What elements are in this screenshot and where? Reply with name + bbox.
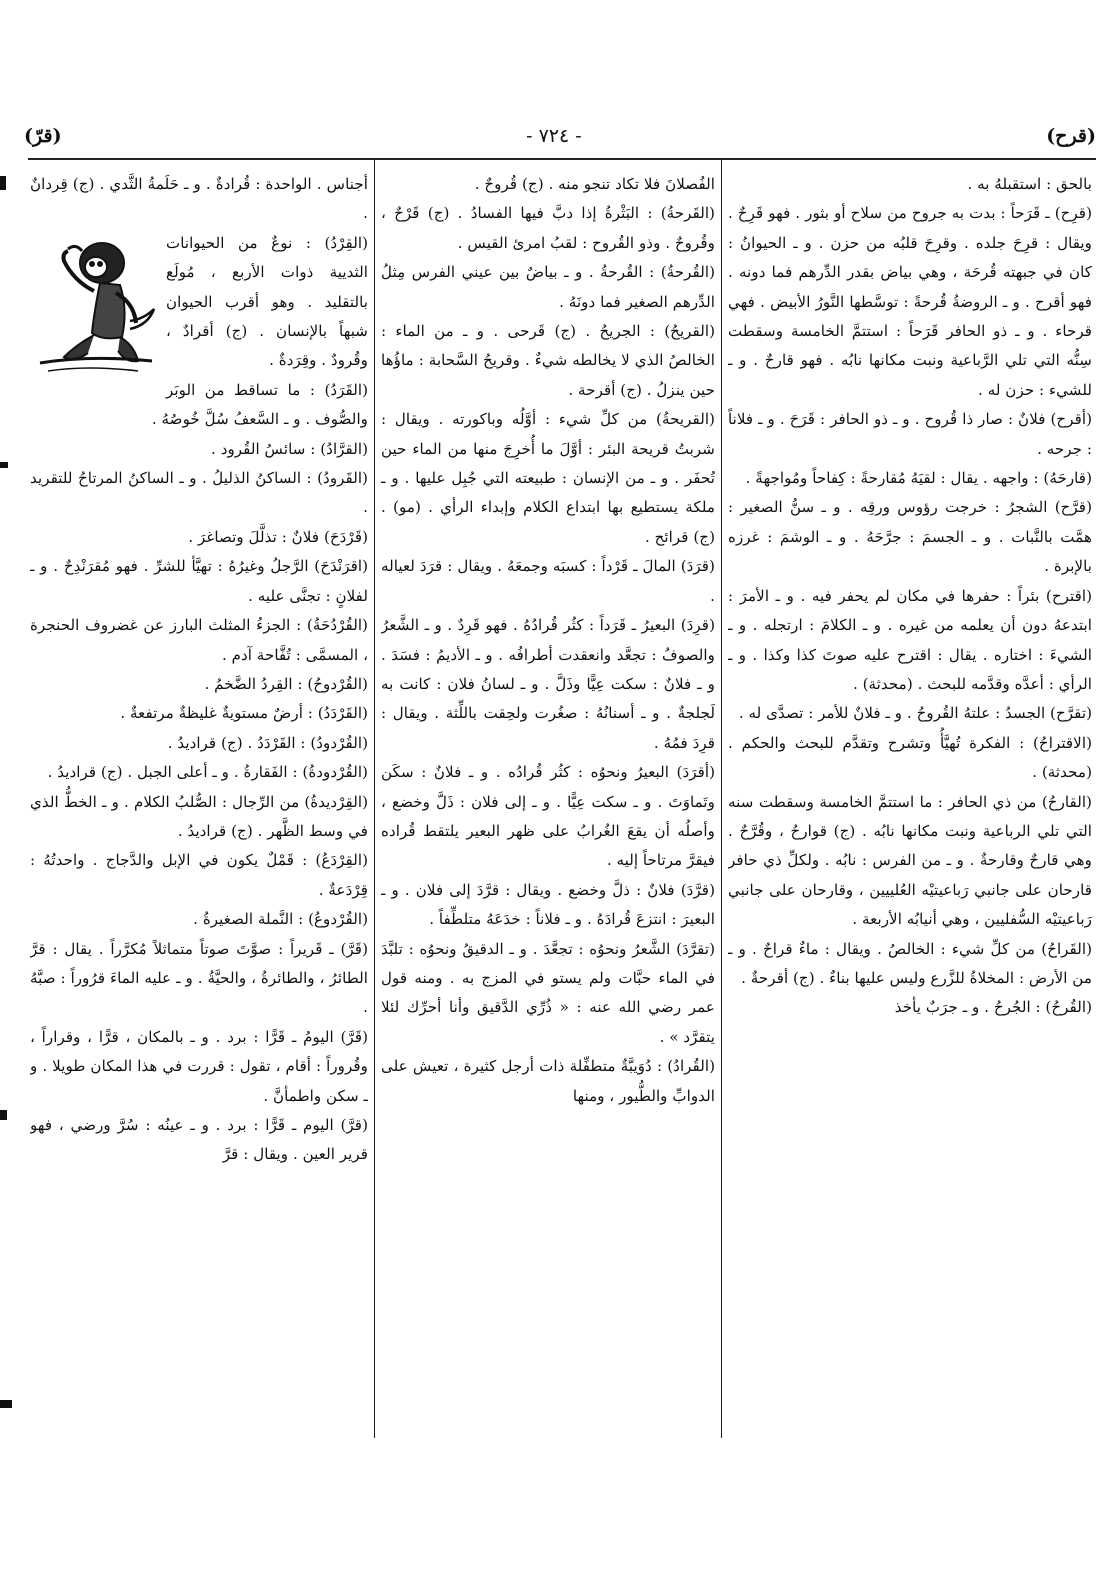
- header-right-heading: (قرح): [1046, 125, 1096, 147]
- column-divider-left: [374, 158, 375, 1438]
- entry: (قرَّ) اليوم ـ قَرًّا : برد . و ـ عينُه : سُرَّ ورضي ، فهو قرير العين . ويقال : قرَّ: [30, 1116, 368, 1164]
- entry: (اقرَنْدَحَ) الرَّجلُ وغيرُهُ : تهيَّأ للشرِّ . فهو مُقرَنْدِحٌ . و ـ لفلانٍ : تجنَّى عليه .: [30, 557, 368, 605]
- entry: (القُرْدوحُ) : القِردُ الضَّخمُ .: [204, 674, 368, 693]
- entry: (القَراحُ) من كلِّ شيء : الخالصُ . ويقال : ماءٌ قراحٌ . و ـ من الأرض : المخلاةُ للزَّرع وليس عليها بناءٌ . (ج) أقرحةٌ .: [728, 939, 1092, 987]
- entry: (تقرَّدَ) الشَّعرُ ونحوُه : تجعَّدَ . و ـ الدقيقُ ونحوُه : تلبَّدَ في الماء حبَّات ولم يستو في المزج به . ومنه قول عمر رضي الله عنه : « ذُرِّي الدَّقيق وأنا أحرِّك لئلا يتقرَّد » .: [381, 939, 715, 1046]
- entry: (القرَّادُ) : سائسُ القُرود .: [211, 439, 368, 458]
- entry: أجناس . الواحدة : قُرادةٌ . و ـ حَلَمةُ الثَّدي . (ج) قِردانٌ .: [30, 175, 368, 223]
- entry: (القَرحةُ) : البَثْرةُ إذا دبَّ فيها الفسادُ . (ج) قَرْحٌ ، وقُروحٌ . وذو القُروح : لقبُ امرئ القيس .: [381, 204, 715, 252]
- scan-edge-mark: [0, 1110, 7, 1120]
- page-header: [24, 118, 1096, 154]
- entry: (قَرَّ) ـ قَريراً : صوَّتَ صوتاً متماثلاً مُكرَّراً . يقال : قرَّ الطائرُ ، والطائرةُ ، والحيَّةُ . و ـ عليه الماءَ قرُوراً : صبَّهُ .: [30, 939, 368, 1017]
- entry: (قرِدَ) البعيرُ ـ قَرَداً : كثُر قُرادُهُ . فهو قَرِدٌ . و ـ الشَّعرُ والصوفُ : تجعَّد وانعقدت أطرافُه . و ـ الأديمُ : فسَدَ . و ـ فلانٌ : سكت عِيًّا وذَلَّ . و ـ لسانُ فلان : كانت به لَجلجةٌ . و ـ أسنانُهُ : صغُرت ولحِقت باللِّثة . ويقال : قرِدَ فمُهُ .: [381, 616, 715, 752]
- entry: (القِرْديدةُ) من الرِّجال : الصُّلبُ الكلام . و ـ الخطُّ الذي في وسط الظَّهر . (ج) قراديدُ .: [30, 792, 368, 840]
- entry: (القَرْدَدُ) : أرضٌ مستويةٌ غليظةٌ مرتفعةٌ .: [120, 704, 368, 723]
- entry: (تقرَّح) الجسدُ : علتهُ القُروحُ . و ـ فلانٌ للأمر : تصدَّى له .: [738, 704, 1092, 723]
- entry: (قرَدَ) المالَ ـ قَرْداً : كسبَه وجمعَهُ . ويقال : قرَدَ لعياله .: [381, 557, 715, 605]
- monkey-illustration: [30, 231, 160, 381]
- entry: (اقترح) بئراً : حفرها في مكان لم يحفر فيه . و ـ الأمرَ : ابتدعهُ دون أن يعلمه من غيره . و ـ الكلامَ : ارتجله . و ـ الشيءَ : اختاره . يقال : اقترح عليه صوتَ كذا وكذا . و ـ الرأي : أعدَّه وقدَّمه للبحث . (محدثة) .: [728, 586, 1092, 693]
- entry: (القُرحُ) : الجُرحُ . و ـ جرَبٌ يأخذ: [894, 998, 1092, 1017]
- entry: الفُصلانَ فلا تكاد تنجو منه . (ج) قُروحٌ .: [474, 175, 715, 193]
- scan-edge-mark: [0, 176, 6, 190]
- column-left: [30, 170, 368, 1438]
- entry: (قرَّدَ) فلانٌ : ذلَّ وخضع . ويقال : قرَّدَ إلى فلان . و ـ البعيرَ : انتزعَ قُرادَهُ . و ـ فلاناً : خدَعَهُ متلطِّفاً .: [381, 880, 715, 929]
- entry: (القَرودُ) : الساكنُ الذليلُ . و ـ الساكنُ المرتاحُ للتقريد .: [30, 469, 368, 517]
- entry: (قرِح) ـ قَرَحاً : بدت به جروح من سلاح أو بثور . فهو قَرِحٌ . ويقال : قرِحَ جلده . وقرِحَ قلبُه من حزن . و ـ الحيوانُ : كان في جبهته قُرحَة ، وهي بياض بقدر الدِّرهم فما دونه . فهو أقرح . و ـ الروضةُ قُرحةً : توسَّطها النَّورُ الأبيض . فهي قرحاء . و ـ ذو الحافر قَرَحاً : استتمَّ الخامسة وسقطت سِنُّه التي تلي الرَّباعية ونبت مكانها نابُه . فهو قارحٌ . و ـ للشيء : حزن له .: [728, 204, 1092, 399]
- header-rule: [28, 158, 1096, 160]
- entry: (القُرْدُحَةُ) : الجزءُ المثلث البارز عن غضروف الحنجرة ، المسمَّى : تُفَّاحة آدم .: [30, 616, 368, 664]
- entry: (القارحُ) من ذي الحافر : ما استتمَّ الخامسة وسقطت سنه التي تلي الرباعية ونبت مكانها نابُه . (ج) قوارحُ ، وقُرَّحٌ . وهي قارحٌ وقارحةٌ . و ـ من الفرس : نابُه . ولكلِّ ذي حافر قارحان على جانبي رَباعيتيْه العُلييين ، وقارحان على جانبي رَباعيتيْه السُّفليين ، وهي أنيابُه الأربعة .: [728, 792, 1092, 929]
- entry: (القُرْدوعُ) : النَّملة الصغيرةُ .: [193, 910, 368, 929]
- entry: (أقرح) فلانٌ : صار ذا قُروح . و ـ ذو الحافر : قَرَحَ . و ـ فلاناً : جرحه .: [728, 410, 1092, 458]
- entry: (قَرْدَحَ) فلانٌ : تذلَّلَ وتصاغرَ .: [188, 527, 368, 546]
- entry: (قرَّح) الشجرُ : خرجت رؤوس ورقِه . و ـ سنُّ الصغير : همَّت بالنَّبات . و ـ الجسمَ : جرَّحَهُ . و ـ الوشمَ : غرزه بالإبرة .: [728, 498, 1092, 576]
- entry: (قَرَّ) اليومُ ـ قَرًّا : برد . و ـ بالمكان ، قرًّا ، وقراراً ، وقُروراً : أقام ، تقول : قررت في هذا المكان طويلا . و ـ سكن واطمأنَّ .: [30, 1027, 368, 1105]
- column-middle: [381, 170, 715, 1438]
- entry: (القريحُ) : الجريحُ . (ج) قَرحى . و ـ من الماء : الخالصُ الذي لا يخالطه شيءٌ . وقريحُ السَّحابة : ماؤُها حين ينزلُ . (ج) أقرحة .: [381, 322, 715, 399]
- entry: (القُرْدودةُ) : الفَقارةُ . و ـ أعلى الجبل . (ج) قراديدُ .: [47, 763, 368, 782]
- entry: (القِرْدُ) : نوعٌ من الحيوانات الثديية ذوات الأربع ، مُولَع بالتقليد . وهو أقرب الحيوان شبهاً بالإنسان . (ج) أقرادٌ ، وقُرودٌ . وقِرَدةٌ .: [166, 233, 368, 370]
- entry: (قارحَهُ) : واجهه . يقال : لقيَهُ مُقارحةً : كِفاحاً ومُواجهةً .: [745, 469, 1092, 488]
- entry: (الاقتراحُ) : الفكرة تُهيَّأُ وتشرح وتقدَّم للبحث والحكم . (محدثة) .: [728, 733, 1092, 782]
- entry: (القُرْدودُ) : القَرْدَدُ . (ج) قراديدُ .: [167, 733, 368, 752]
- scan-edge-mark: [0, 462, 8, 468]
- entry: (القريحةُ) من كلِّ شيء : أوَّلُه وباكورته . ويقال : شربتُ قريحة البئر : أوَّلَ ما أُخرِجَ منها من الماء حين تُحفَر . و ـ من الإنسان : طبيعته التي جُبِل عليها . و ـ ملكة يستطيع بها ابتداع الكلام وإبداء الرأي . (مو) . (ج) قرائح .: [381, 410, 715, 546]
- column-divider-right: [721, 158, 722, 1438]
- entry: (أقرَدَ) البعيرُ ونحوُه : كثُر قُرادُه . و ـ فلانٌ : سكَن وتَماوَتَ . و ـ سكت عِيًّا . و ـ إلى فلان : ذَلَّ وخضع ، وأصلُه أن يقعَ الغُرابُ على ظهر البعير يلتقط قُراده فيقرَّ مرتاحاً إليه .: [381, 763, 715, 870]
- entry: (القُرحةُ) : القُرحةُ . و ـ بياضٌ بين عيني الفرس مِثلُ الدِّرهم الصغير فما دونَهُ .: [381, 263, 715, 311]
- entry: (القُرادُ) : دُوَيبَّةٌ متطفِّلة ذات أرجل كثيرة ، تعيش على الدوابِّ والطُّيور ، ومنها: [381, 1057, 715, 1105]
- column-right: [728, 170, 1092, 1438]
- page-number: - ٧٢٤ -: [526, 125, 582, 147]
- entry: (القِرْدَعُ) : قَمْلٌ يكون في الإبل والدَّجاج . واحدتُهُ : قِرْدَعةٌ .: [30, 851, 368, 899]
- scan-edge-mark: [0, 1400, 12, 1408]
- header-left-heading: (قرّ): [24, 125, 62, 147]
- entry: بالحق : استقبلهُ به .: [967, 175, 1092, 193]
- entry: (القَرَدُ) : ما تساقط من الوبَر والصُّوف . و ـ السَّعفُ سُلَّ خُوصُهُ .: [151, 380, 368, 429]
